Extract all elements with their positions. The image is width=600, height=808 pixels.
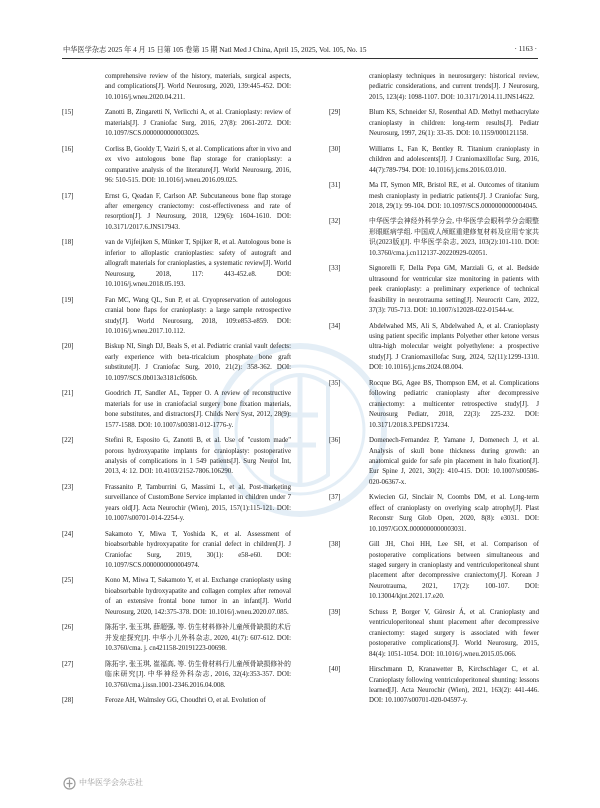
- reference-entry: [63, 238, 291, 290]
- reference-text: Kwiecien GJ, Sinclair N, Coombs DM, et al. Long-term effect of cranioplasty on overlying scalp atrophy[J]. Plast Reconstr Surg Glob Open, 2020, 8(8): e3031. DOI: 10.1097/GOX.0000000000003031.: [369, 494, 539, 533]
- reference-number: [37]: [329, 494, 341, 502]
- reference-entry: [63, 623, 291, 654]
- reference-text: Kono M, Miwa T, Sakamoto Y, et al. Exchange cranioplasty using bioabsorbable hydroxyapatite and collagen complex after removal of an extensive frontal bone tumor in an infant[J]. World Neurosurg, 2020, 142:375-378. DOI: 10.1016/j.wneu.2020.07.085.: [105, 577, 291, 616]
- reference-entry: [63, 436, 291, 478]
- reference-text: Frassanito P, Tamburrini G, Massimi L, et al. Post-marketing surveillance of CustomBone Service implanted in children under 7 years old[J]. Acta Neurochir (Wien), 2015, 157(1):115-121. DOI: 10.1007/s00701-014-2254-y.: [105, 483, 291, 523]
- reference-entry: [329, 264, 539, 316]
- reference-entry: [63, 530, 291, 572]
- reference-entry: [329, 322, 539, 374]
- reference-number: [40]: [329, 666, 341, 674]
- reference-continuation: cranioplasty techniques in neurosurgery: historical review, pediatric considerations, and current trends[J]. J Neurosurg, 2015, 123(4): 1098-1107. DOI: 10.3171/2014.11.JNS14622.: [369, 73, 539, 101]
- reference-number: [23]: [62, 483, 74, 491]
- reference-text: 中华医学会神经外科学分会, 中华医学会眼科学分会眼整形眼眶病学组. 中国成人颅眶重建修复材料及应用专家共识(2023版)[J]. 中华医学杂志, 2023, 103(2):101-110. DOI: 10.3760/cma.j.cn112137-20220929-02051.: [369, 218, 539, 257]
- reference-entry: [329, 379, 539, 431]
- reference-entry: [329, 181, 539, 212]
- reference-number: [32]: [329, 218, 341, 226]
- reference-number: [16]: [62, 145, 74, 153]
- reference-text: 陈拓宇, 张玉琪, 崔福高, 等. 仿生骨材料行儿童颅骨缺损修补的临床研究[J]. 中华神经外科杂志, 2016, 32(4):353-357. DOI: 10.3760/cma.j.issn.1001-2346.2016.04.008.: [105, 660, 291, 689]
- reference-text: Hirschmann D, Kranawetter B, Kirchschlager C, et al. Cranioplasty following ventriculoperitoneal shunting: lessons learned[J]. Acta Neurochir (Wien), 2021, 163(2): 441-446. DOI: 10.1007/s00701-020-04597-y.: [369, 666, 539, 705]
- reference-text: Schuss P, Borger V, Güresir Á, et al. Cranioplasty and ventriculoperitoneal shunt placement after decompressive craniectomy: staged surgery is associated with fewer postoperative complications[J]. World Neurosurg, 2015, 84(4): 1051-1054. DOI: 10.1016/j.wneu.2015.05.066.: [369, 608, 539, 658]
- reference-entry: [329, 608, 539, 660]
- reference-entry: [63, 483, 291, 525]
- reference-column-left: [63, 72, 291, 711]
- reference-text: Goodrich JT, Sandler AL, Tepper O. A review of reconstructive materials for use in craniofacial surgery bone fixation materials, bone substitutes, and distractors[J]. Childs Nerv Syst, 2012, 28(9): 1577-1588. DOI: 10.1007/s00381-012-1776-y.: [105, 390, 291, 429]
- reference-number: [39]: [329, 608, 341, 616]
- reference-number: [21]: [62, 390, 74, 398]
- reference-text: Williams L, Fan K, Bentley R. Titanium cranioplasty in children and adolescents[J]. J Craniomaxillofac Surg, 2016, 44(7):789-794. DOI: 10.1016/j.jcms.2016.03.010.: [369, 145, 539, 174]
- reference-number: [34]: [329, 322, 341, 330]
- reference-entry: [63, 576, 291, 618]
- reference-number: [22]: [62, 437, 74, 445]
- page-header: [0, 0, 600, 70]
- reference-text: Fan MC, Wang QL, Sun P, et al. Cryopreservation of autologous cranial bone flaps for cranioplasty: a large sample retrospective study[J]. World Neurosurg, 2018, 109:e853-e859. DOI: 10.1016/j.wneu.2017.10.112.: [105, 296, 291, 335]
- reference-number: [25]: [62, 577, 74, 585]
- reference-number: [24]: [62, 530, 74, 538]
- reference-text: Signorelli F, Della Pepa GM, Marziali G, et al. Bedside ultrasound for ventricular size monitoring in patients with peek cranioplasty: a preliminary experience of technical feasibility in neurotrauma setting[J]. Neurocrit Care, 2022, 37(3): 705-713. DOI: 10.1007/s12028-022-01544-w.: [369, 265, 539, 315]
- reference-text: Sakamoto Y, Miwa T, Yoshida K, et al. Assessment of bioabsorbable hydroxyapatite for cranial defect in children[J]. J Craniofac Surg, 2019, 30(1): e58-e60. DOI: 10.1097/SCS.0000000000004974.: [105, 530, 291, 570]
- reference-text: Ma IT, Symon MR, Bristol RE, et al. Outcomes of titanium mesh cranioplasty in pediatric patients[J]. J Craniofac Surg, 2018, 29(1): 99-104. DOI: 10.1097/SCS.0000000000004045.: [369, 182, 539, 210]
- reference-text: Feroze AH, Walmsley GG, Choudhri O, et al. Evolution of: [105, 697, 266, 705]
- reference-number: [36]: [329, 437, 341, 445]
- reference-entry: [63, 296, 291, 338]
- reference-entry: [329, 436, 539, 488]
- reference-number: [27]: [62, 660, 74, 668]
- reference-number: [29]: [329, 109, 341, 117]
- reference-number: [18]: [62, 239, 74, 247]
- reference-entry: [63, 696, 291, 706]
- publisher-logo: [63, 776, 173, 790]
- reference-entry: [329, 540, 539, 603]
- reference-number: [28]: [62, 697, 74, 705]
- reference-number: [17]: [62, 192, 74, 200]
- reference-number: [26]: [62, 624, 74, 632]
- reference-entry: [329, 145, 539, 176]
- reference-number: [38]: [329, 541, 341, 549]
- reference-text: Zanotti B, Zingaretti N, Verlicchi A, et al. Cranioplasty: review of materials[J]. J Craniofac Surg, 2016, 27(8): 2061-2072. DOI: 10.1097/SCS.0000000000003025.: [105, 109, 291, 138]
- reference-text: 陈拓宇, 张玉琪, 薛超强, 等. 仿生材料修补儿童颅骨缺损的术后并发症探究[J]. 中华小儿外科杂志, 2020, 41(7): 607-612. DOI: 10.3760/cma. j. cn421158-20191223-00698.: [105, 624, 291, 653]
- reference-entry: [329, 493, 539, 535]
- reference-text: Stefini R, Esposito G, Zanotti B, et al. Use of "custom made" porous hydroxyapatite implants for cranioplasty: postoperative analysis of complications in 1 549 patients[J]. Surg Neurol Int, 2013, 4: 12. DOI: 10.4103/2152-7806.106290.: [105, 437, 291, 476]
- reference-entry: [329, 665, 539, 707]
- reference-text: Rocque BG, Agee BS, Thompson EM, et al. Complications following pediatric cranioplasty after decompressive craniectomy: a multicenter retrospective study[J]. J Neurosurg Pediatr, 2018, 22(3): 225-232. DOI: 10.3171/2018.3.PEDS17234.: [369, 379, 539, 429]
- reference-number: [19]: [62, 296, 74, 304]
- journal-header: 中华医学杂志 2025 年 4 月 15 日第 105 卷第 15 期 Natl Med J China, April 15, 2025, Vol. 105, No. 15: [63, 46, 367, 54]
- reference-list-right: [329, 108, 539, 707]
- reference-entry: [63, 192, 291, 234]
- reference-entry: [63, 389, 291, 431]
- publisher-logo-icon: [63, 777, 76, 790]
- reference-entry: [329, 108, 539, 139]
- publisher-logo-text: 中华医学会杂志社: [79, 778, 143, 787]
- reference-text: Biskup NI, Singh DJ, Beals S, et al. Pediatric cranial vault defects: early experience with beta-tricalcium phosphate bone graft substitute[J]. J Craniofac Surg, 2010, 21(2): 358-362. DOI: 10.1097/SCS.0b013e3181cf606b.: [105, 343, 291, 382]
- header-divider: [62, 58, 538, 59]
- reference-number: [15]: [62, 109, 74, 117]
- reference-text: Ernst G, Qeadan F, Carlson AP. Subcutaneous bone flap storage after emergency craniectomy: cost-effectiveness and rate of resorption[J]. J Neurosurg, 2018, 129(6): 1604-1610. DOI: 10.3171/2017.6.JNS17943.: [105, 192, 291, 231]
- reference-number: [33]: [329, 265, 341, 273]
- reference-entry: [329, 217, 539, 259]
- reference-text: Abdelwahed MS, Ali S, Abdelwahed A, et al. Cranioplasty using patient specific implants Polyether ether ketone versus ultra-high molecular weight polyethylene: a prospective study[J]. J Craniomaxillofac Surg, 2024, 52(11):1299-1310. DOI: 10.1016/j.jcms.2024.08.004.: [369, 322, 539, 372]
- reference-entry: [63, 145, 291, 187]
- reference-text: Blum KS, Schneider SJ, Rosenthal AD. Methyl methacrylate cranioplasty in children: long-term results[J]. Pediatr Neurosurg, 1997, 26(1): 33-35. DOI: 10.1159/000121158.: [369, 109, 539, 138]
- reference-text: Corliss B, Gooldy T, Vaziri S, et al. Complications after in vivo and ex vivo autologous bone flap storage for cranioplasty: a comparative analysis of the literature[J]. World Neurosurg, 2016, 96: 510-515. DOI: 10.1016/j.wneu.2016.09.025.: [105, 145, 291, 185]
- reference-number: [31]: [329, 182, 341, 190]
- reference-number: [20]: [62, 343, 74, 351]
- reference-entry: [63, 108, 291, 139]
- reference-column-right: [329, 72, 539, 712]
- reference-number: [30]: [329, 145, 341, 153]
- page-number: · 1163 ·: [514, 45, 537, 53]
- reference-continuation: comprehensive review of the history, materials, surgical aspects, and complications[J]. World Neurosurg, 2020, 139:445-452. DOI: 10.1016/j.wneu.2020.04.211.: [105, 73, 291, 101]
- reference-entry: [63, 660, 291, 691]
- reference-entry: [63, 342, 291, 384]
- reference-text: Domenech-Fernandez P, Yamane J, Domenech J, et al. Analysis of skull bone thickness during growth: an anatomical guide for safe pin placement in halo fixation[J]. Eur Spine J, 2021, 30(2): 410-415. DOI: 10.1007/s00586-020-06367-x.: [369, 437, 539, 486]
- reference-text: van de Vijfeijken S, Münker T, Spijker R, et al. Autologous bone is inferior to alloplastic cranioplasties: safety of autograft and allograft materials for cranioplasties, a systematic review[J]. World Neurosurg, 2018, 117: 443-452.e8. DOI: 10.1016/j.wneu.2018.05.193.: [105, 239, 291, 289]
- reference-number: [35]: [329, 379, 341, 387]
- reference-list-left: [63, 108, 291, 706]
- reference-text: Gill JH, Choi HH, Lee SH, et al. Comparison of postoperative complications between simultaneous and staged surgery in cranioplasty and ventriculoperitoneal shunt placement after decompressive craniectomy[J]. Korean J Neurotrauma, 2021, 17(2): 100-107. DOI: 10.13004/kjnt.2021.17.e20.: [369, 541, 539, 601]
